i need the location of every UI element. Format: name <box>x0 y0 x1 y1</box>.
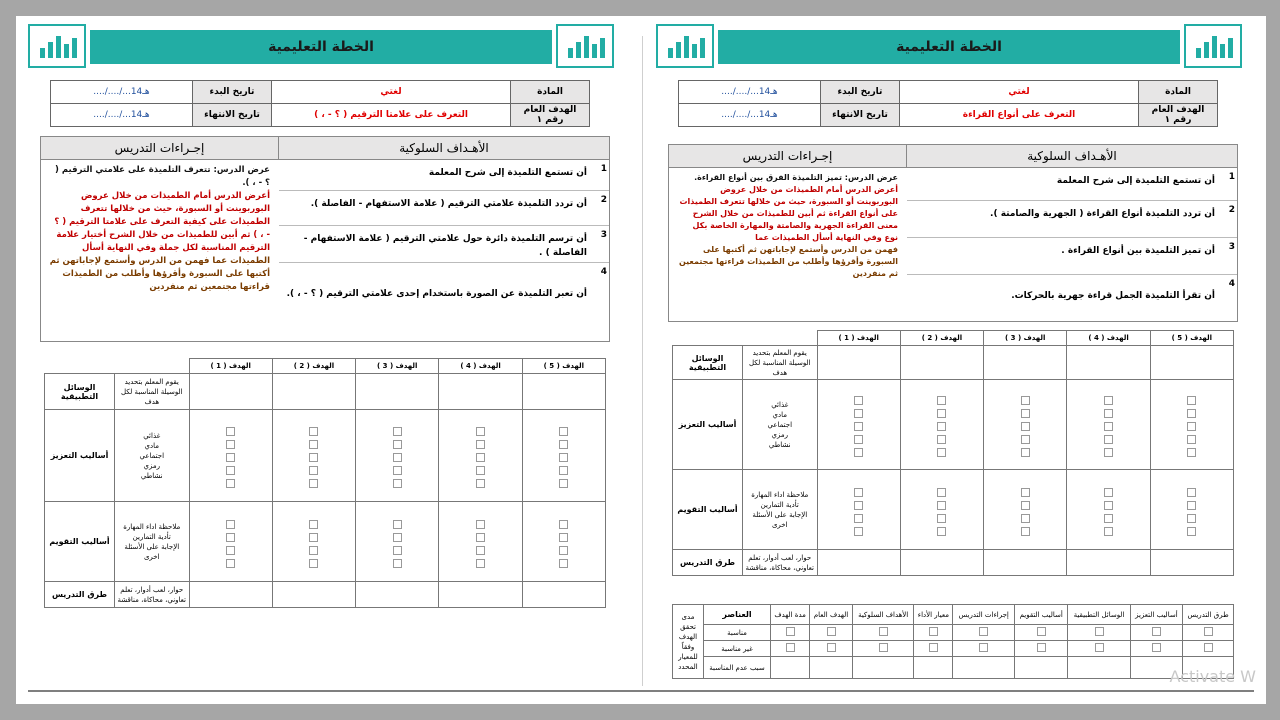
checkbox[interactable] <box>393 466 402 475</box>
checkbox[interactable] <box>226 427 235 436</box>
checkbox[interactable] <box>937 422 946 431</box>
goal-label: الهدف العام رقم ١ <box>1139 104 1218 127</box>
checkbox[interactable] <box>854 448 863 457</box>
subject-label: المادة <box>1139 81 1218 104</box>
subject-value: لغتي <box>272 81 511 104</box>
objective-row: 4 أن تعبر التلميذة عن الصورة باستخدام إحدى علامتي الترقيم ( ؟ - ، ). <box>286 267 607 299</box>
checkbox[interactable] <box>393 546 402 555</box>
checkbox[interactable] <box>879 627 888 636</box>
checkbox[interactable] <box>1095 643 1104 652</box>
checkbox[interactable] <box>226 479 235 488</box>
checkbox[interactable] <box>1021 527 1030 536</box>
start-date-value: ..../..../...14هـ <box>679 81 821 104</box>
checkbox[interactable] <box>937 409 946 418</box>
checkbox[interactable] <box>1187 409 1196 418</box>
logo-icon <box>656 24 714 68</box>
checkbox[interactable] <box>226 466 235 475</box>
checkbox[interactable] <box>937 501 946 510</box>
checkbox[interactable] <box>1187 488 1196 497</box>
checkbox[interactable] <box>1204 643 1213 652</box>
checkbox[interactable] <box>1104 448 1113 457</box>
objective-row: 4 أن تقرأ التلميذة الجمل قراءة جهرية بالحركات. <box>1011 279 1235 301</box>
checkbox[interactable] <box>476 466 485 475</box>
plan-page-right <box>656 24 1242 688</box>
end-date-value: ..../..../...14هـ <box>679 104 821 127</box>
checkbox[interactable] <box>309 533 318 542</box>
checkbox[interactable] <box>929 643 938 652</box>
goal-value: التعرف على أنواع القراءة <box>900 104 1139 127</box>
end-date-label: تاريخ الانتهاء <box>193 104 272 127</box>
checkbox[interactable] <box>476 533 485 542</box>
info-table <box>50 80 590 127</box>
checkbox[interactable] <box>476 479 485 488</box>
checkbox[interactable] <box>393 559 402 568</box>
checkbox[interactable] <box>1021 448 1030 457</box>
objectives-block <box>40 136 610 342</box>
start-date-label: تاريخ البدء <box>193 81 272 104</box>
checkbox[interactable] <box>559 533 568 542</box>
checkbox[interactable] <box>309 466 318 475</box>
checkbox[interactable] <box>786 643 795 652</box>
checkbox[interactable] <box>559 427 568 436</box>
plan-title: الخطة التعليمية <box>90 30 552 64</box>
subject-value: لغتي <box>900 81 1139 104</box>
checkbox[interactable] <box>1021 514 1030 523</box>
activation-watermark: Activate W <box>1169 667 1256 686</box>
checkbox[interactable] <box>1187 514 1196 523</box>
checkbox[interactable] <box>1104 435 1113 444</box>
checkbox[interactable] <box>1104 422 1113 431</box>
checkbox[interactable] <box>393 453 402 462</box>
checkbox[interactable] <box>476 453 485 462</box>
checkbox[interactable] <box>559 479 568 488</box>
evaluation-grid: الهدف ( 1 ) الهدف ( 2 ) الهدف ( 3 ) الهدف ( 4 ) الهدف ( 5 ) الوسائل التطبيقية يقوم المعلم بتحديد الوسيلة المناسبة لكل هدف أساليب التعزيز غذائي مادي اجتماعي رمزي نشاطي أساليب التقويم ملاحظة اداء المهارة تأدية التمارين الإجابة على الأسئلة اخرى طرق التدريس حوار، لعب أدوار، تعلم تعاوني، محاكاة، مناقشة <box>44 358 606 608</box>
checkbox[interactable] <box>393 520 402 529</box>
checkbox[interactable] <box>309 559 318 568</box>
checkbox[interactable] <box>393 440 402 449</box>
start-date-value: ..../..../...14هـ <box>51 81 193 104</box>
checkbox[interactable] <box>226 546 235 555</box>
checkbox[interactable] <box>1021 488 1030 497</box>
checkbox[interactable] <box>854 409 863 418</box>
checkbox[interactable] <box>226 440 235 449</box>
checkbox[interactable] <box>226 559 235 568</box>
page-header <box>28 24 614 72</box>
objectives-block <box>668 144 1238 322</box>
checkbox[interactable] <box>309 520 318 529</box>
bottom-rule <box>28 690 1254 692</box>
checkbox[interactable] <box>1021 396 1030 405</box>
checkbox[interactable] <box>559 520 568 529</box>
checkbox[interactable] <box>937 527 946 536</box>
procedures-text: عرض الدرس: تميز التلميذة الفرق بين أنواع القراءة. أعرض الدرس أمام الطميذات من خلال عروض البوربوينت أو السبورة، حيث من خلالها تتعرف الطميذات على أنواع القراءة ثم أبين للطميذات من خلال الشرح معنى القراءة الجهرية والصامتة والمهارة الخاصة بكل نوع وفي النهاية أسأل الطميذات عما فهمن من الدرس وأستمع لإجاباتهن ثم أكتبها على السبورة وأقرؤها وأطلب من الطميذات قراءتها مجتمعين ثم منفردين <box>678 173 898 278</box>
checkbox[interactable] <box>1021 409 1030 418</box>
checkbox[interactable] <box>309 440 318 449</box>
page-separator <box>642 36 643 686</box>
checkbox[interactable] <box>476 440 485 449</box>
goal-value: التعرف على علامتا الترقيم ( ؟ - ، ) <box>272 104 511 127</box>
checkbox[interactable] <box>393 533 402 542</box>
objective-row: 3 أن تميز التلميذة بين أنواع القراءة . <box>907 238 1237 275</box>
checkbox[interactable] <box>854 435 863 444</box>
checkbox[interactable] <box>476 427 485 436</box>
checkbox[interactable] <box>1187 422 1196 431</box>
checkbox[interactable] <box>827 627 836 636</box>
objective-row: 3 أن ترسم التلميذة دائرة حول علامتي الترقيم ( علامة الاستفهام - الفاصلة ) . <box>279 226 609 263</box>
checkbox[interactable] <box>937 488 946 497</box>
checkbox[interactable] <box>1037 643 1046 652</box>
procedures-text: عرض الدرس: تتعرف التلميذة على علامتي الترقيم ( ؟ - ، ). أعرض الدرس أمام الطميذات من خلال عروض البوربوينت أو السبورة، حيث من خلالها تتعرف الطميذات على كيفية التعرف على علامتا الترقيم ( ؟ - ، ) ثم أبين للطميذات من خلال الشرح أختيار علامة الترقيم المناسبة لكل جملة وفي النهاية أسأل الطميذات عما فهمن من الدرس وأستمع لإجاباتهن ثم أكتبها على السبورة وأقرؤها وأطلب من الطميذات قراءتها مجتمعين ثم منفردين <box>49 165 270 292</box>
objectives-header: الأهـداف السلوكية <box>906 145 1237 168</box>
checkbox[interactable] <box>854 396 863 405</box>
checkbox[interactable] <box>854 514 863 523</box>
logo-icon <box>1184 24 1242 68</box>
checkbox[interactable] <box>309 427 318 436</box>
checkbox[interactable] <box>226 453 235 462</box>
checkbox[interactable] <box>559 546 568 555</box>
checkbox[interactable] <box>476 559 485 568</box>
checkbox[interactable] <box>854 422 863 431</box>
checkbox[interactable] <box>854 488 863 497</box>
checkbox[interactable] <box>1021 435 1030 444</box>
checkbox[interactable] <box>786 627 795 636</box>
checkbox[interactable] <box>226 533 235 542</box>
checkbox[interactable] <box>1187 435 1196 444</box>
checkbox[interactable] <box>1204 627 1213 636</box>
objective-row: 1 أن تستمع التلميذة إلى شرح المعلمة <box>279 160 609 191</box>
checkbox[interactable] <box>309 479 318 488</box>
checkbox[interactable] <box>929 627 938 636</box>
checkbox[interactable] <box>937 448 946 457</box>
checkbox[interactable] <box>1187 527 1196 536</box>
checkbox[interactable] <box>1152 627 1161 636</box>
objectives-header: الأهـداف السلوكية <box>278 137 609 160</box>
checkbox[interactable] <box>476 520 485 529</box>
checkbox[interactable] <box>979 627 988 636</box>
checkbox[interactable] <box>854 501 863 510</box>
end-date-label: تاريخ الانتهاء <box>821 104 900 127</box>
objective-row: 2 أن تردد التلميذة علامتي الترقيم ( علامة الاستفهام - الفاصلة ). <box>279 191 609 226</box>
achievement-table: مدى تحقق الهدف وفقاً للمعيار المحدد العناصر مدة الهدف الهدف العام الأهداف السلوكية معيار الأداء إجراءات التدريس أساليب التقويم الوسائل التطبيقية أساليب التعزيز طرق التدريس مناسبة غير مناسبة سبب عدم المناسبة <box>672 604 1234 679</box>
checkbox[interactable] <box>1104 501 1113 510</box>
checkbox[interactable] <box>476 546 485 555</box>
checkbox[interactable] <box>559 559 568 568</box>
checkbox[interactable] <box>1104 527 1113 536</box>
checkbox[interactable] <box>1187 501 1196 510</box>
checkbox[interactable] <box>559 453 568 462</box>
page-header <box>656 24 1242 72</box>
checkbox[interactable] <box>309 453 318 462</box>
checkbox[interactable] <box>1021 501 1030 510</box>
evaluation-grid: الهدف ( 1 ) الهدف ( 2 ) الهدف ( 3 ) الهدف ( 4 ) الهدف ( 5 ) الوسائل التطبيقية يقوم المعلم بتحديد الوسيلة المناسبة لكل هدف أساليب التعزيز غذائي مادي اجتماعي رمزي نشاطي أساليب التقويم ملاحظة اداء المهارة تأدية التمارين الإجابة على الأسئلة اخرى طرق التدريس حوار، لعب أدوار، تعلم تعاوني، محاكاة، مناقشة <box>672 330 1234 576</box>
checkbox[interactable] <box>1037 627 1046 636</box>
document-frame <box>16 16 1266 704</box>
checkbox[interactable] <box>1095 627 1104 636</box>
checkbox[interactable] <box>937 396 946 405</box>
logo-icon <box>28 24 86 68</box>
goal-label: الهدف العام رقم ١ <box>511 104 590 127</box>
subject-label: المادة <box>511 81 590 104</box>
checkbox[interactable] <box>979 643 988 652</box>
checkbox[interactable] <box>937 435 946 444</box>
checkbox[interactable] <box>393 427 402 436</box>
checkbox[interactable] <box>1104 488 1113 497</box>
checkbox[interactable] <box>854 527 863 536</box>
checkbox[interactable] <box>226 520 235 529</box>
objective-row: 2 أن تردد التلميذة أنواع القراءة ( الجهرية والصامتة ). <box>907 201 1237 238</box>
checkbox[interactable] <box>1021 422 1030 431</box>
checkbox[interactable] <box>559 440 568 449</box>
end-date-value: ..../..../...14هـ <box>51 104 193 127</box>
checkbox[interactable] <box>1187 448 1196 457</box>
objective-row: 1 أن تستمع التلميذة إلى شرح المعلمة <box>907 168 1237 201</box>
info-table <box>678 80 1218 127</box>
checkbox[interactable] <box>879 643 888 652</box>
checkbox[interactable] <box>827 643 836 652</box>
procedures-header: إجـراءات التدريس <box>669 145 906 168</box>
logo-icon <box>556 24 614 68</box>
checkbox[interactable] <box>393 479 402 488</box>
checkbox[interactable] <box>1187 396 1196 405</box>
checkbox[interactable] <box>1104 409 1113 418</box>
checkbox[interactable] <box>937 514 946 523</box>
checkbox[interactable] <box>1104 396 1113 405</box>
checkbox[interactable] <box>1152 643 1161 652</box>
procedures-header: إجـراءات التدريس <box>41 137 278 160</box>
checkbox[interactable] <box>1104 514 1113 523</box>
checkbox[interactable] <box>559 466 568 475</box>
plan-title: الخطة التعليمية <box>718 30 1180 64</box>
start-date-label: تاريخ البدء <box>821 81 900 104</box>
plan-page-left <box>28 24 614 688</box>
checkbox[interactable] <box>309 546 318 555</box>
